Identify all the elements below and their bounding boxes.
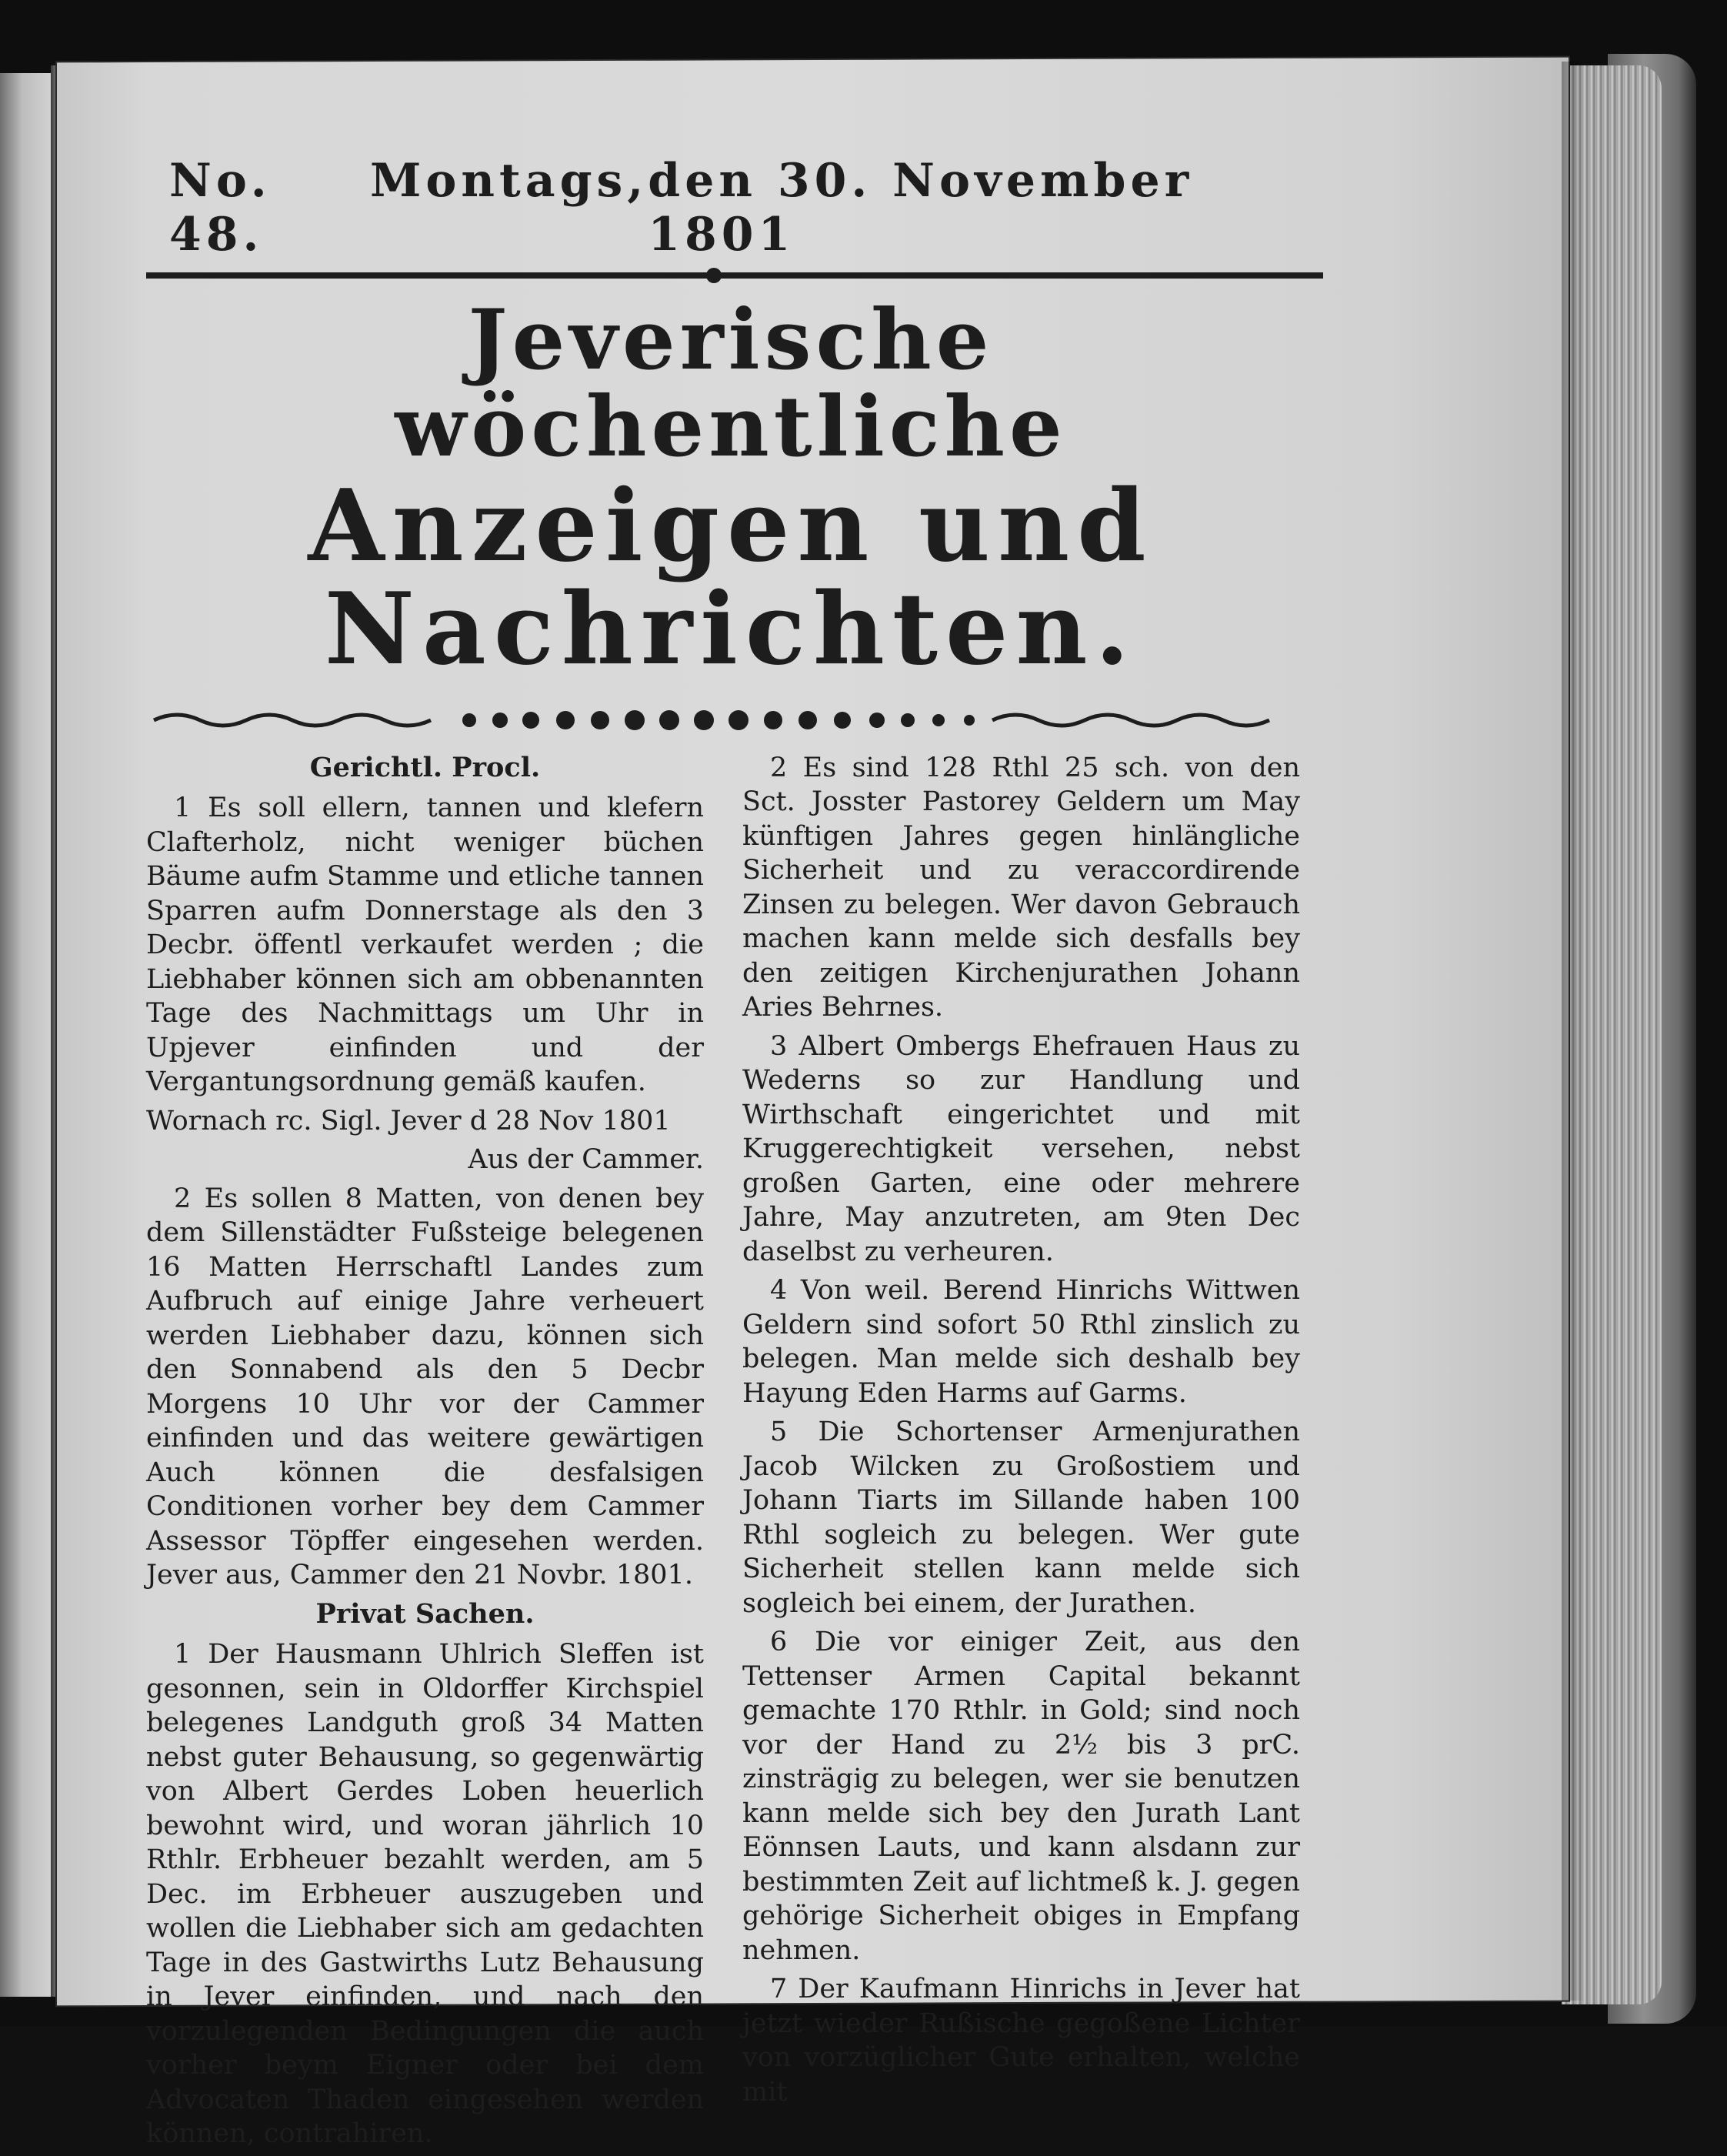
issue-date: den 30. November 1801 — [648, 154, 1194, 262]
private-notice-6: 6 Die vor einiger Zeit, aus den Tettenser Armen Capital bekannt gemachte 170 Rthlr. in Gold; sind noch vor der Hand zu 2½ bis 3 prC. zinsträgig zu belegen, wer sie benutzen kann melde sich bey den Jurath Lant Eönnsen Lauts, und kann alsdann zur bestimmten Zeit auf lichtmeß k. J. gegen gehörige Sicherheit obiges in Empfang nehmen. — [742, 1627, 1300, 1966]
ornamental-divider — [146, 703, 1300, 734]
issue-number: No. 48. — [169, 154, 272, 262]
section-heading-court: Gerichtl. Procl. — [309, 751, 541, 783]
private-notice-2: 2 Es sind 128 Rthl 25 sch. von den Sct. Josster Pastorey Geldern um May künftigen Jahres gegen hinlängliche Sicherheit und zu veraccordirende Zinsen zu belegen. Wer davon Gebrauch machen kann melde sich desfalls bey den zeitigen Kirchenjurathen Johann Aries Behrnes. — [742, 752, 1300, 1023]
notice-1-signature: Wornach rc. Sigl. Jever d 28 Nov 1801 — [146, 1105, 671, 1136]
page-content — [138, 154, 1323, 2156]
private-notice-3: 3 Albert Ombergs Ehefrauen Haus zu Wederns so zur Handlung und Wirthschaft eingerichtet und mit Kruggerechtigkeit versehen, nebst großen Garten, eine oder mehrere Jahre, May anzutreten, am 9ten Dec daselbst zu verheuren. — [742, 1030, 1300, 1267]
right-column — [742, 751, 1300, 2156]
rule-dot — [706, 268, 722, 283]
left-column — [146, 751, 704, 2156]
previous-page-sliver — [0, 73, 55, 1997]
private-notice-5: 5 Die Schortenser Armenjurathen Jacob Wilcken zu Großostiem und Johann Tiarts im Sillande haben 100 Rthl sogleich zu belegen. Wer gute Sicherheit stellen kann melde sich sogleich bei einem, der Jurathen. — [742, 1417, 1300, 1619]
issue-day: Montags, — [369, 154, 648, 208]
masthead-line — [138, 154, 1323, 262]
notice-1: 1 Es soll ellern, tannen und klefern Clafterholz, nicht weniger büchen Bäume aufm Stamme und etliche tannen Sparren aufm Donnerstage als den 3 Decbr. öffentl verkaufet werden ; die Liebhaber können sich am obbenannten Tage des Nachmittags um Uhr in Upjever einfinden und der Vergantungsordnung gemäß kaufen. — [146, 793, 704, 1098]
private-notice-4: 4 Von weil. Berend Hinrichs Wittwen Geldern sind sofort 50 Rthl zinslich zu belegen. Man melde sich deshalb bey Hayung Eden Harms auf Garms. — [742, 1275, 1300, 1409]
page-shadow — [1562, 62, 1585, 2001]
article-columns — [146, 751, 1323, 2156]
newspaper-title — [138, 292, 1323, 688]
title-line-2: Anzeigen und Nachrichten. — [308, 468, 1154, 688]
private-notice-7: 7 Der Kaufmann Hinrichs in Jever hat jetzt wieder Rußische gegoßene Lichter von vorzüglicher Gute erhalten, welche mit — [742, 1974, 1300, 2108]
section-heading-private: Privat Sachen. — [315, 1597, 535, 1630]
masthead-rule — [146, 272, 1323, 279]
notice-2: 2 Es sollen 8 Matten, von denen bey dem Sillenstädter Fußsteige belegenen 16 Matten Herrschaftl Landes zum Aufbruch auf einige Jahre verheuert werden Liebhaber dazu, können sich den Sonnabend als den 5 Decbr Morgens 10 Uhr vor der Cammer einfinden und das weitere gewärtigen Auch können die desfalsigen Conditionen vorher bey dem Cammer Assessor Töpffer eingesehen werden. Jever aus, Cammer den 21 Novbr. 1801. — [146, 1183, 704, 1591]
notice-1-authority: Aus der Cammer. — [468, 1144, 704, 1176]
private-notice-1: 1 Der Hausmann Uhlrich Sleffen ist gesonnen, sein in Oldorffer Kirchspiel belegenes Landguth groß 34 Matten nebst guter Behausung, so gegenwärtig von Albert Gerdes Loben heuerlich bewohnt wird, und woran jährlich 10 Rthlr. Erbheuer bezahlt werden, am 5 Dec. im Erbheuer auszugeben und wollen die Liebhaber sich am gedachten Tage in des Gastwirths Lutz Behausung in Jever einfinden, und nach den vorzulegenden Bedingungen die auch vorher beym Eigner oder bei dem Advocaten Thaden eingesehen werden können, contrahiren. — [146, 1639, 704, 2150]
title-line-1: Jeverische wöchentliche — [395, 292, 1067, 476]
